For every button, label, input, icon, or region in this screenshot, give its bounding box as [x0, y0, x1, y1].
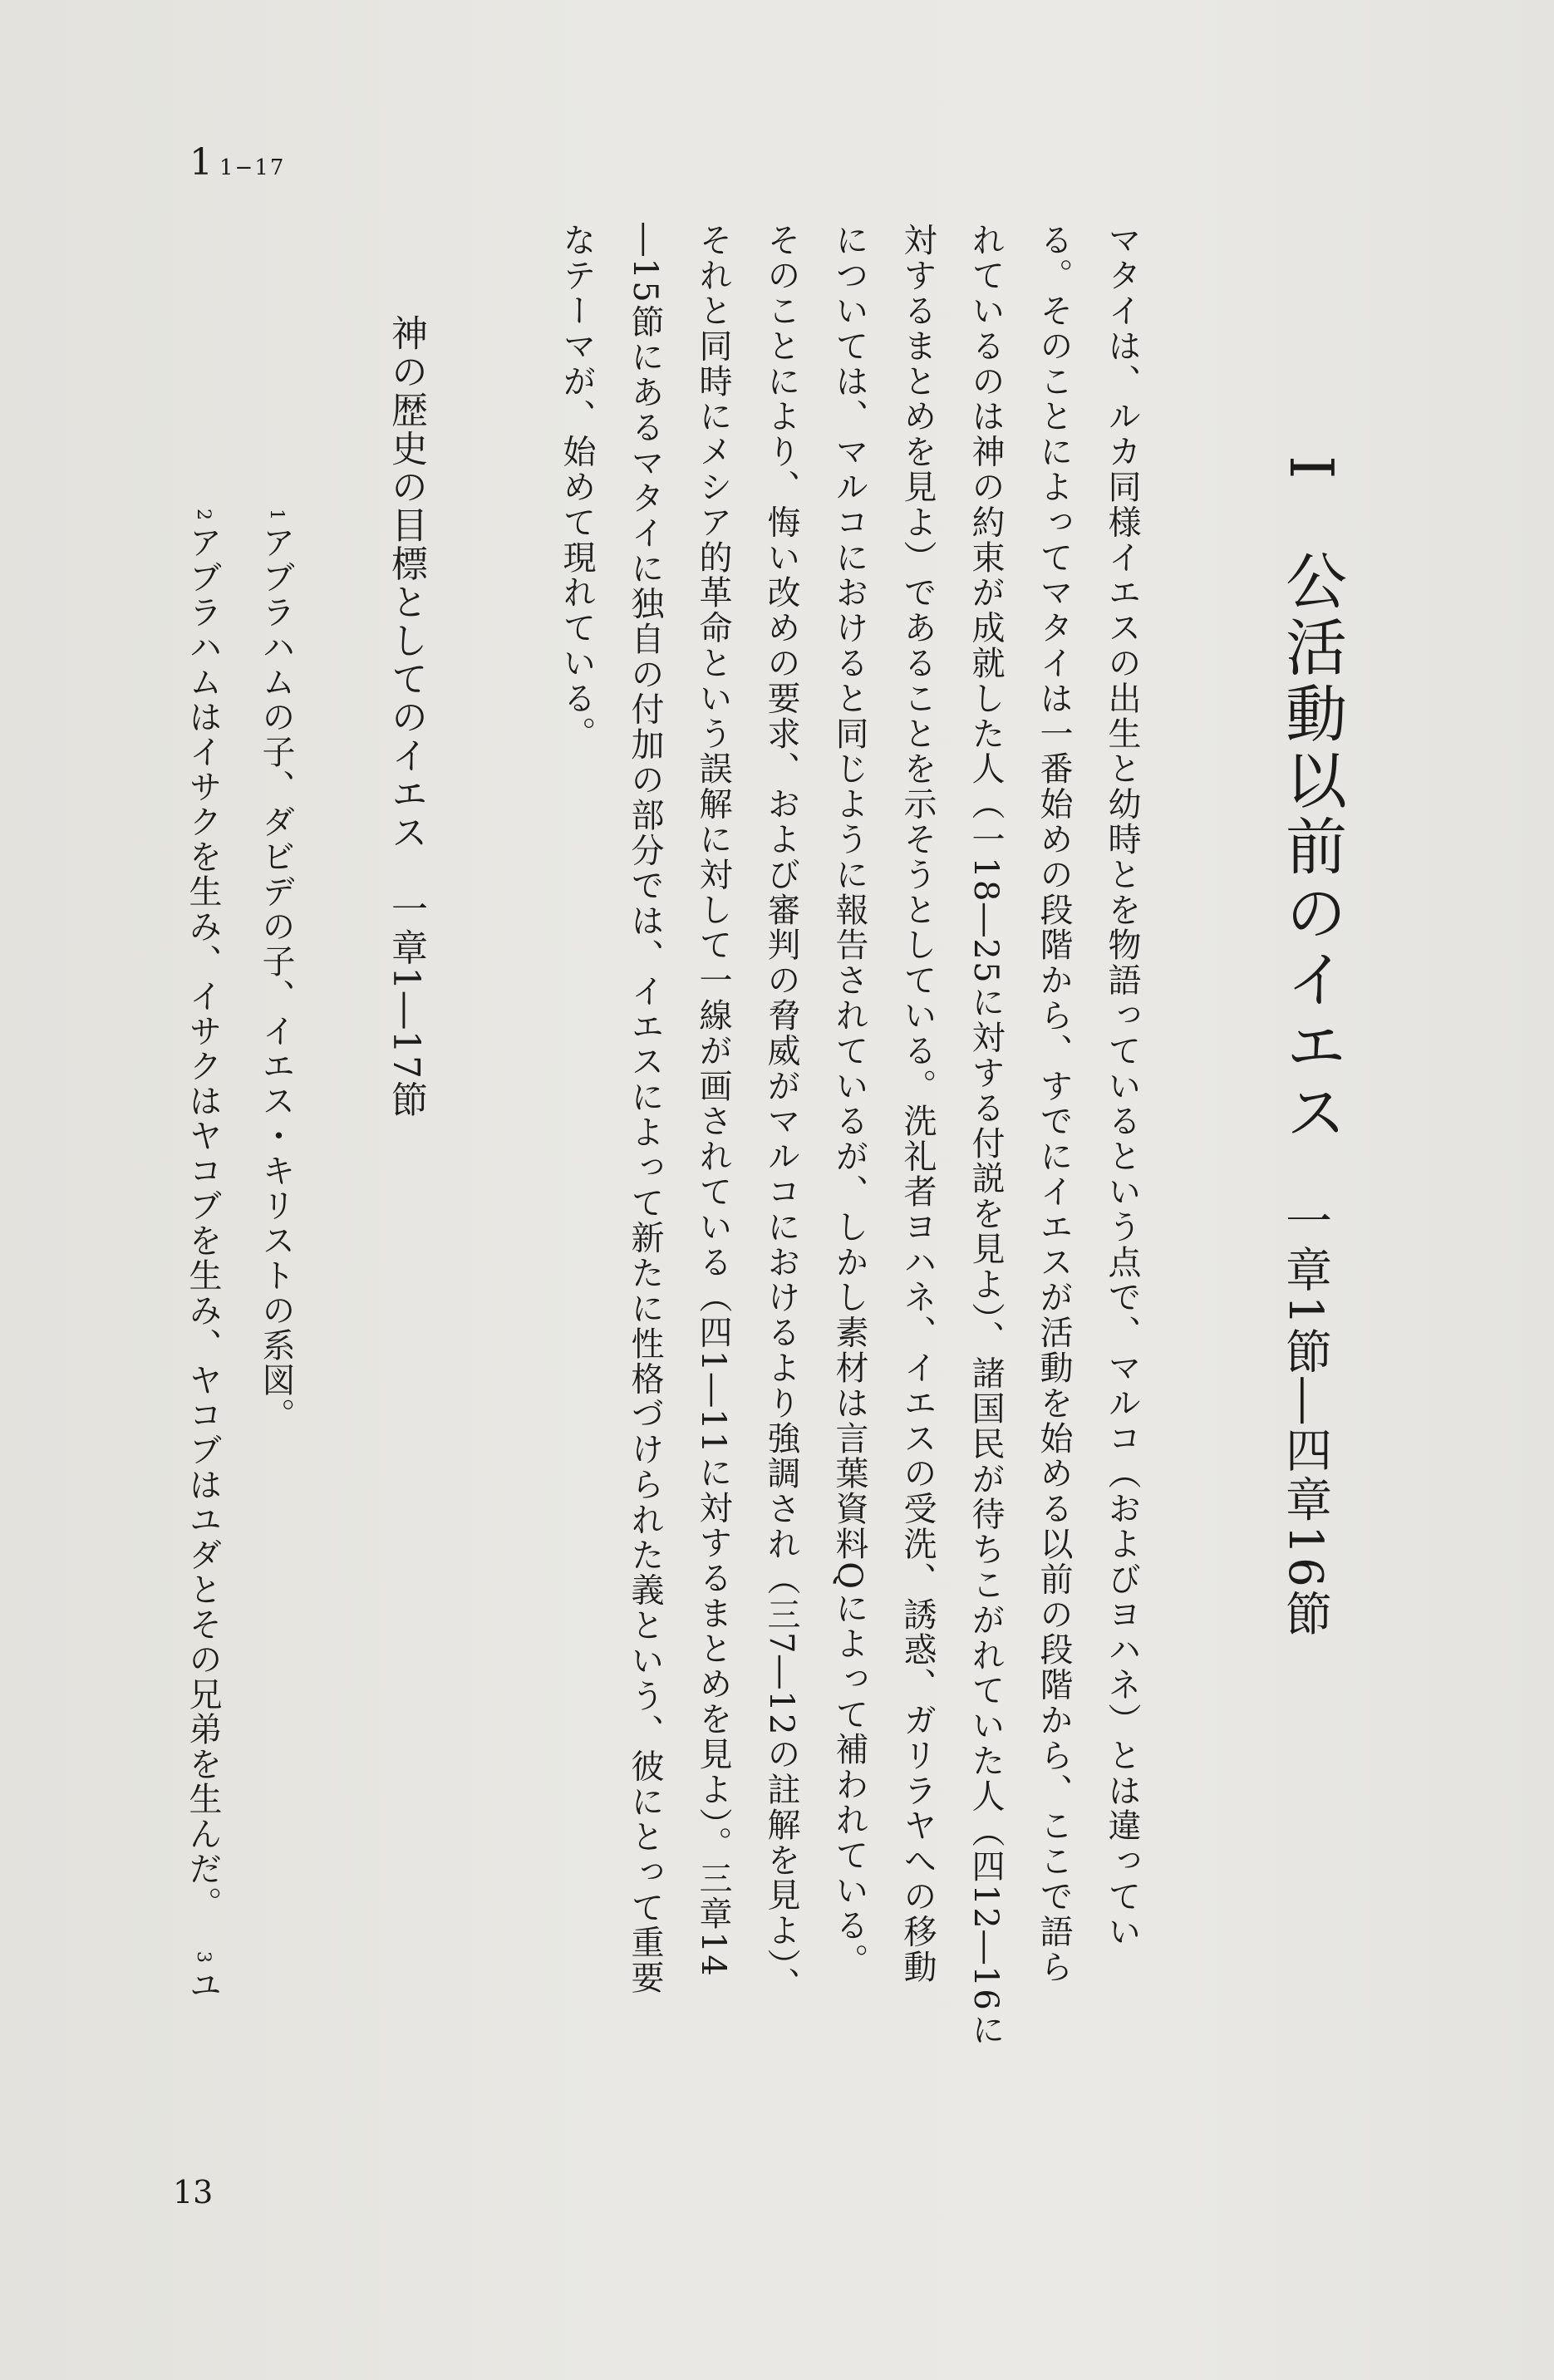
- verse-text: ユ: [184, 1968, 222, 2003]
- running-head-chapter: 1: [189, 141, 214, 184]
- verse-1: [251, 509, 301, 1433]
- intro-column-4: 対するまとめを見よ）であることを示そうとしている。洗礼者ヨハネ、イエスの受洗、誘惑、ガリラヤへの移動: [898, 223, 937, 1984]
- intro-column-7: それと同時にメシア的革命という誤解に対して一線が画されている（四1―11に対するまとめを見よ）。三章14: [694, 223, 732, 1979]
- intro-column-5: については、マルコにおけると同じように報告されているが、しかし素材は言葉資料Qによって補われている。: [830, 223, 868, 1979]
- page-number: 13: [173, 2174, 214, 2210]
- verse-text: アブラハムはイサクを生み、イサクはヤコブを生み、ヤコブはユダとその兄弟を生んだ。: [184, 525, 222, 1921]
- verse-2-3: [178, 509, 228, 2003]
- part-numeral: I: [1276, 455, 1346, 484]
- verse-number: 3: [193, 1951, 214, 1964]
- part-range: 一章1節―四章16節: [1278, 1197, 1332, 1640]
- intro-column-3: れているのは神の約束が成就した人（一18―25に対する付説を見よ）、諸国民が待ちこがれていた人（四12―16に: [966, 223, 1005, 2048]
- verse-number: 2: [193, 509, 214, 522]
- verse-number: 1: [266, 509, 287, 522]
- running-head-verses: 1−17: [219, 155, 286, 180]
- intro-column-2: る。そのことによってマタイは一番始めの段階から、すでにイエスが活動を始める以前の段階から、ここで語ら: [1035, 223, 1073, 1984]
- intro-column-9: なテーマが、始めて現れている。: [558, 223, 596, 751]
- verse-text: アブラハムの子、ダビデの子、イエス・キリストの系図。: [257, 525, 295, 1433]
- intro-column-8: ―15節にあるマタイに独自の付加の部分では、イエスによって新たに性格づけられた義という、彼にとって重要: [626, 223, 664, 1996]
- intro-column-1: マタイは、ルカ同様イエスの出生と幼時とを物語っているという点で、マルコ（およびヨハネ）とは違ってい: [1103, 223, 1141, 1950]
- part-title: [1261, 455, 1361, 1147]
- running-head: [189, 141, 285, 184]
- section-heading: 神の歴史の目標としてのイエス 一章1―17節: [385, 314, 427, 1119]
- intro-column-6: そのことにより、悔い改めの要求、および審判の脅威がマルコにおけるより強調され（三7―12の註解を見よ）、: [762, 223, 800, 2003]
- part-title-text: 公活動以前のイエス: [1276, 548, 1347, 1147]
